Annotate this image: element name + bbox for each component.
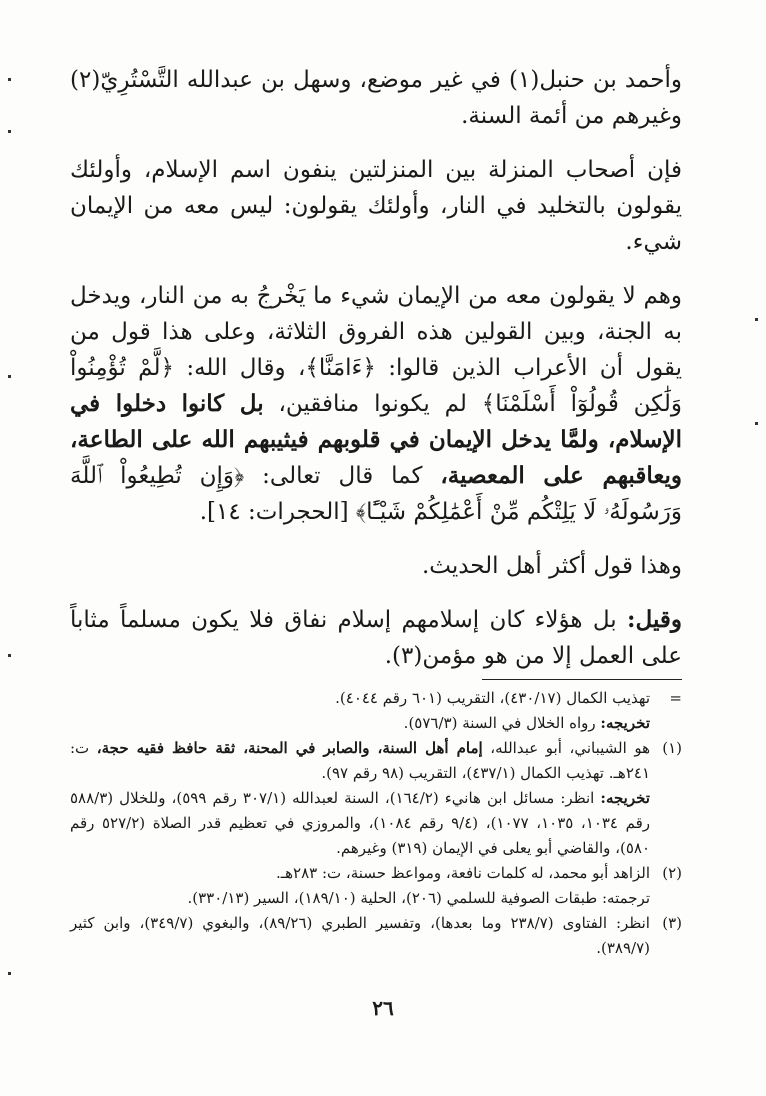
footnote-number: (١) xyxy=(662,739,682,757)
main-text xyxy=(70,62,682,692)
footnote-line: تخريجه: رواه الخلال في السنة (٥٧٦/٣). xyxy=(403,714,650,732)
paragraph-1: وأحمد بن حنبل(١) في غير موضع، وسهل بن عبدالله التَّسْتُرِيّ(٢) وغيرهم من أئمة السنة. xyxy=(70,67,682,129)
footnote-line: تهذيب الكمال (٤٣٠/١٧)، التقريب (٦٠١ رقم ٤٠٤٤). xyxy=(335,689,650,707)
paragraph-3 xyxy=(70,278,682,530)
paragraph-5-text: بل هؤلاء كان إسلامهم إسلام نفاق فلا يكون مسلماً مثاباً على العمل إلا من هو مؤمن(٣). xyxy=(70,607,682,669)
footnote-line: هو الشيباني، أبو عبدالله، إمام أهل السنة، والصابر في المحنة، ثقة حافظ فقيه حجة، ت: ٢٤١هـ. تهذيب الكمال (٤٣٧/١)، التقريب (٩٨ رقم ٩٧). xyxy=(70,739,651,782)
footnote-1 xyxy=(70,736,682,861)
footnote-line: الزاهد أبو محمد، له كلمات نافعة، ومواعظ حسنة، ت: ٢٨٣هـ. xyxy=(275,864,650,882)
footnote-2 xyxy=(70,861,682,911)
scan-mark xyxy=(8,654,11,657)
paragraph-3-part-1: وهم لا يقولون معه من الإيمان شيء ما يَخْرجُ به من النار، ويدخل به الجنة، وبين القولين هذه الفروق الثلاثة، وعلى هذا قول من يقول أن الأعراب الذين قالوا: ﴿ءَامَنَّا﴾، وقال الله: ﴿لَّمْ تُؤْمِنُواْ وَلَٰكِن قُولُوٓاْ أَسْلَمْنَا﴾ لم يكونوا منافقين، xyxy=(70,283,682,417)
footnote-line: تخريجه: انظر: مسائل ابن هانيء (١٦٤/٢)، السنة لعبدالله (٣٠٧/١ رقم ٥٩٩)، وللخلال (٥٨٨/٣ رقم ١٠٣٤، ١٠٣٥، ١٠٧٧)، (٩/٤ رقم ١٠٨٤)، والمروزي في تعظيم قدر الصلاة (٥٢٧/٢ رقم ٥٨٠)، والقاضي أبو يعلى في الإيمان (٣١٩) وغيرهم. xyxy=(70,789,650,857)
footnote-line: انظر: الفتاوى (٢٣٨/٧ وما بعدها)، وتفسير الطبري (٨٩/٢٦)، والبغوي (٣٤٩/٧)، وابن كثير (٣٨٩/٧). xyxy=(70,914,650,957)
paragraph-2: فإن أصحاب المنزلة بين المنزلتين ينفون اسم الإسلام، وأولئك يقولون بالتخليد في النار، وأولئك يقولون: ليس معه من الإيمان شيء. xyxy=(70,157,682,255)
footnote-number: (٢) xyxy=(662,864,682,882)
footnote-3 xyxy=(70,911,682,961)
footnote-line: ترجمته: طبقات الصوفية للسلمي (٢٠٦)، الحلية (١٨٩/١٠)، السير (٣٣٠/١٣). xyxy=(187,889,650,907)
scan-mark xyxy=(755,318,758,321)
footnote-separator xyxy=(70,679,682,680)
paragraph-3-part-2: كما قال تعالى: ﴿وَإِن تُطِيعُواْ ٱللَّهَ وَرَسُولَهُۥ لَا يَلِتْكُم مِّنْ أَعْمَٰلِكُمْ شَيْـًٔا﴾ [الحجرات: ١٤]. xyxy=(70,463,682,525)
paragraph-5 xyxy=(70,602,682,674)
footnote-number: = xyxy=(669,689,682,707)
footnotes xyxy=(70,686,682,961)
paragraph-5-lead: وقيل: xyxy=(627,606,682,633)
scan-mark xyxy=(8,375,11,378)
scan-mark xyxy=(8,972,11,975)
scan-mark xyxy=(8,78,11,81)
paragraph-3-bold: بل كانوا دخلوا في الإسلام، ولمَّا يدخل الإيمان في قلوبهم فيثيبهم الله على الطاعة، ويعاقبهم على المعصية، xyxy=(70,390,682,489)
footnote-continued xyxy=(70,686,682,736)
page-number: ٢٦ xyxy=(372,996,394,1020)
scan-mark xyxy=(755,422,758,425)
paragraph-4: وهذا قول أكثر أهل الحديث. xyxy=(421,553,682,579)
footnote-number: (٣) xyxy=(662,914,682,932)
scan-mark xyxy=(8,130,11,133)
